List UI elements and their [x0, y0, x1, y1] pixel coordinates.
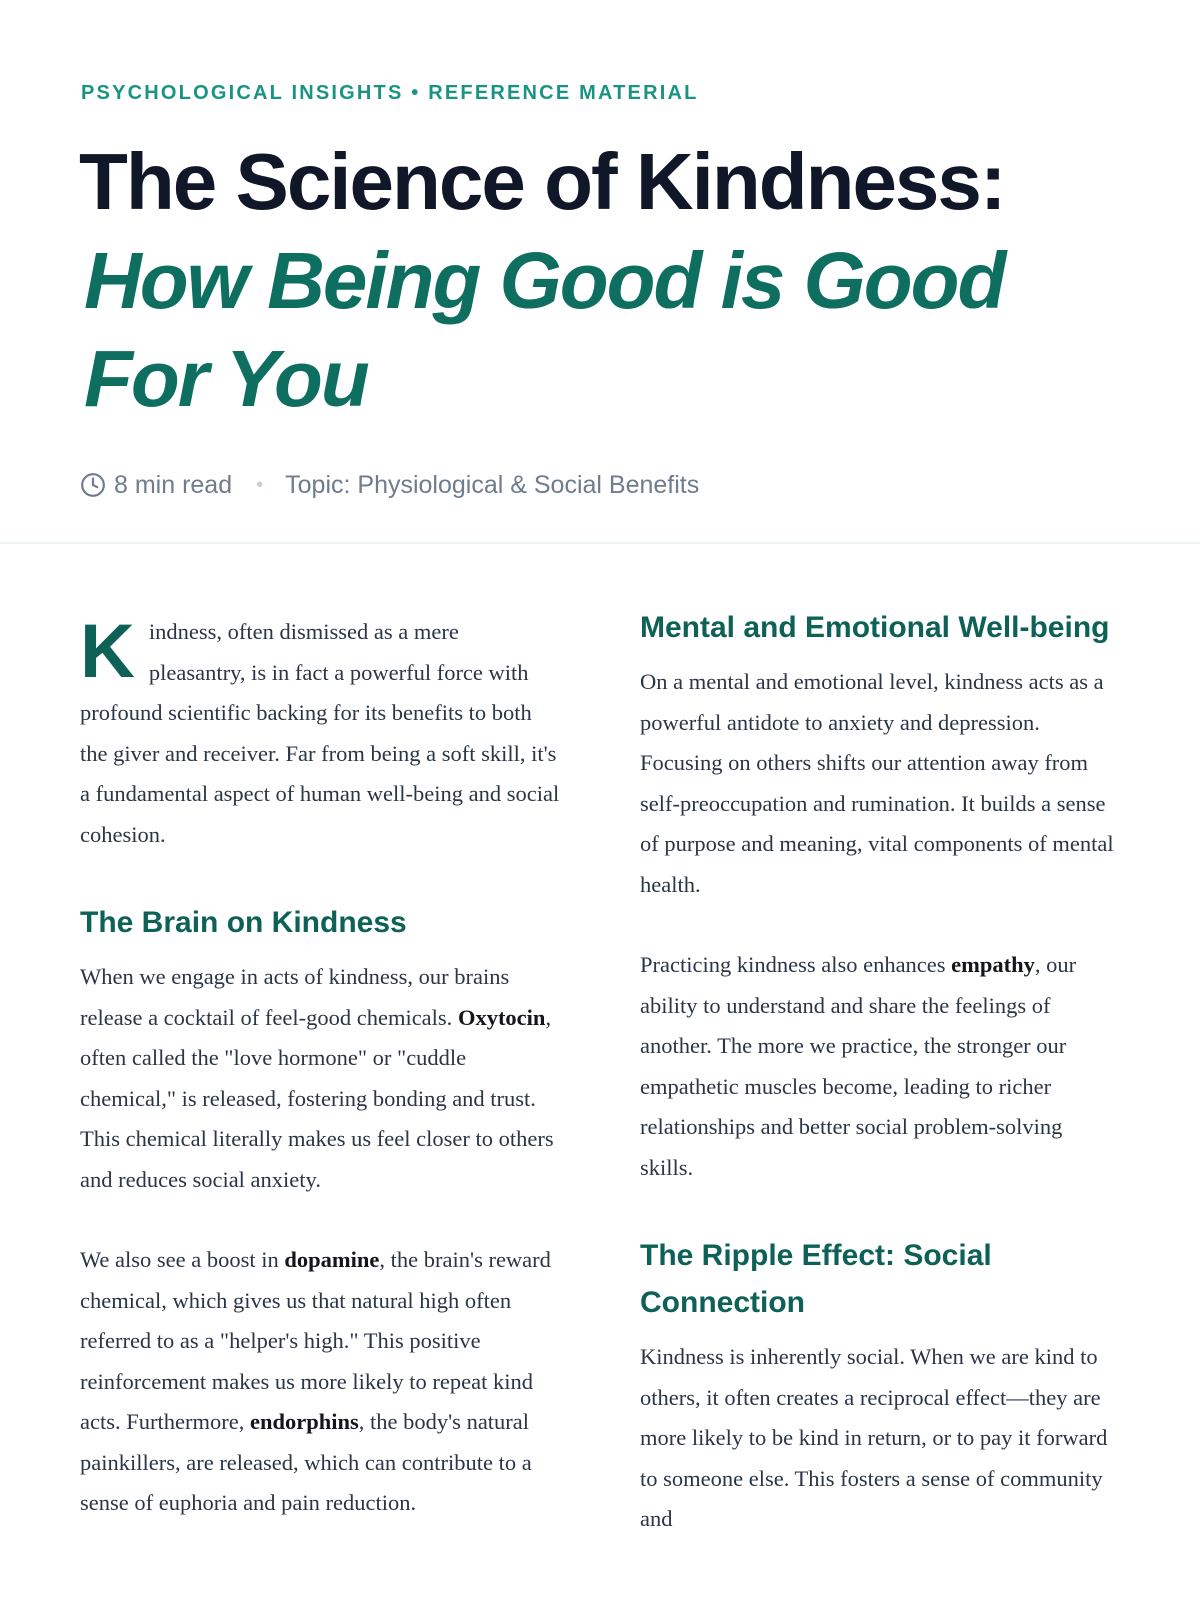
section-heading-ripple: The Ripple Effect: Social Connection [640, 1239, 992, 1319]
ripple-paragraph-1: Kindness is inherently social. When we are kind to others, it often creates a reciprocal effect—they are more likely to be kind in return, or to pay it forward to someone else. This fosters a sense of community and [640, 1344, 1108, 1531]
text-run: , the brain's reward chemical, which gives us that natural high often referred to as a "helper's high." This positive reinforcement makes us more likely to repeat kind acts. Furthermore, [80, 1247, 551, 1434]
read-time: 8 min read [114, 470, 233, 499]
drop-cap: K [80, 609, 135, 694]
bold-term-empathy: empathy [951, 952, 1035, 977]
right-column [640, 612, 1120, 1540]
brain-paragraph-1 [80, 957, 560, 1200]
bold-term-oxytocin: Oxytocin [457, 1004, 546, 1030]
mental-paragraph-2 [640, 945, 1120, 1188]
left-column [80, 609, 560, 1524]
intro-paragraph [80, 609, 560, 855]
article-header [0, 0, 1200, 544]
section-heading-mental: Mental and Emotional Well-being [640, 611, 1110, 644]
section-heading-brain: The Brain on Kindness [80, 906, 407, 939]
text-run: , the body's natural painkillers, are released, which can contribute to a sense of euphoria and pain reduction. [80, 1409, 532, 1515]
category-eyebrow: PSYCHOLOGICAL INSIGHTS • REFERENCE MATERIAL [81, 82, 699, 104]
clock-icon [80, 472, 106, 498]
intro-text: indness, often dismissed as a mere pleasantry, is in fact a powerful force with profound scientific backing for its benefits to both the giver and receiver. Far from being a soft skill, it's a fundamental aspect of human well-being and social cohesion. [80, 619, 560, 847]
text-run: Practicing kindness also enhances [640, 952, 952, 977]
bold-term-endorphins: endorphins [249, 1409, 359, 1434]
mental-paragraph-1: On a mental and emotional level, kindness acts as a powerful antidote to anxiety and depression. Focusing on others shifts our attention away from self-preoccupation and rumination. It builds a sense of purpose and meaning, vital components of mental health. [640, 669, 1114, 897]
article-meta [80, 468, 699, 502]
meta-separator: • [256, 473, 264, 496]
brain-paragraph-2 [80, 1240, 560, 1524]
page-subtitle: How Being Good is Good For You [84, 236, 1005, 423]
topic-label: Topic: Physiological & Social Benefits [285, 470, 700, 499]
text-run: , our ability to understand and share the feelings of another. The more we practice, the stronger our empathetic muscles become, leading to richer relationships and better social problem-solving skills. [640, 952, 1077, 1180]
page-title: The Science of Kindness: [79, 137, 1005, 226]
text-run: , often called the "love hormone" or "cuddle chemical," is released, fostering bonding and trust. This chemical literally makes us feel closer to others and reduces social anxiety. [80, 1004, 554, 1192]
bold-term-dopamine: dopamine [284, 1247, 380, 1272]
text-run: We also see a boost in [80, 1247, 285, 1272]
text-run: When we engage in acts of kindness, our brains release a cocktail of feel-good chemicals. [80, 964, 510, 1030]
